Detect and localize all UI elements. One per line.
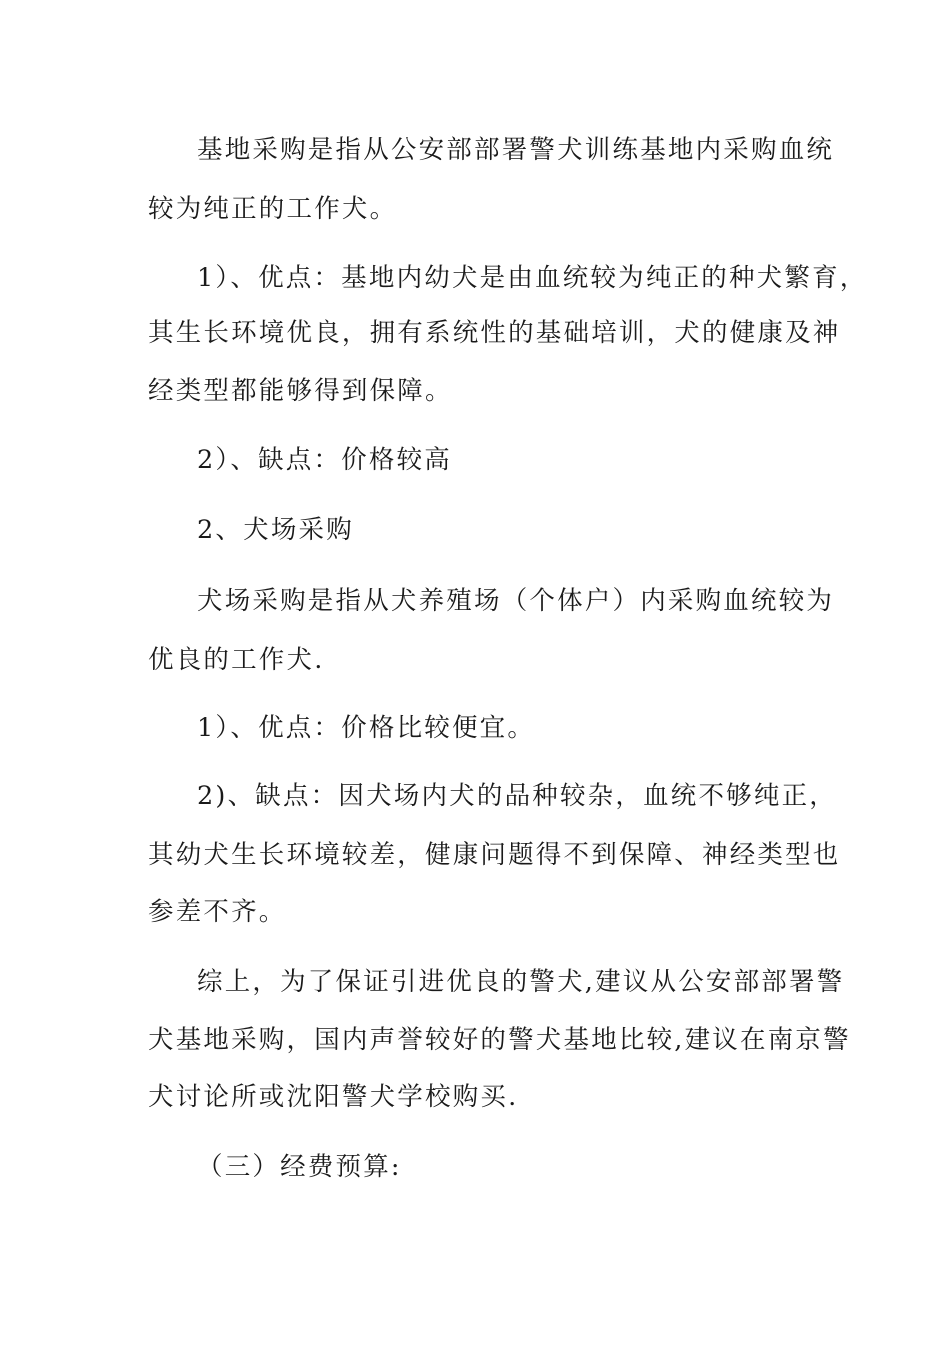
paragraph-line: 犬讨论所或沈阳警犬学校购买.	[148, 1082, 519, 1112]
paragraph-line: 2）、缺点：价格较高	[197, 445, 452, 475]
paragraph-line: 较为纯正的工作犬。	[148, 194, 398, 224]
paragraph-line: 基地采购是指从公安部部署警犬训练基地内采购血统	[197, 135, 835, 165]
paragraph-line: 参差不齐。	[148, 897, 287, 927]
paragraph-line: 1）、优点：价格比较便宜。	[197, 713, 536, 743]
section-heading: 2、犬场采购	[197, 515, 354, 545]
paragraph-line: 优良的工作犬.	[148, 645, 325, 675]
paragraph-line: 其生长环境优良，拥有系统性的基础培训，犬的健康及神	[148, 318, 841, 348]
section-heading: （三）经费预算:	[197, 1152, 402, 1182]
paragraph-line: 综上，为了保证引进优良的警犬,建议从公安部部署警	[197, 967, 845, 997]
paragraph-line: 经类型都能够得到保障。	[148, 376, 453, 406]
paragraph-line: 犬基地采购，国内声誉较好的警犬基地比较,建议在南京警	[148, 1025, 851, 1055]
paragraph-line: 1）、优点：基地内幼犬是由血统较为纯正的种犬繁育，	[197, 263, 868, 293]
paragraph-line: 2)、缺点：因犬场内犬的品种较杂，血统不够纯正，	[197, 781, 837, 811]
paragraph-line: 犬场采购是指从犬养殖场（个体户）内采购血统较为	[197, 586, 835, 616]
paragraph-line: 其幼犬生长环境较差，健康问题得不到保障、神经类型也	[148, 840, 841, 870]
